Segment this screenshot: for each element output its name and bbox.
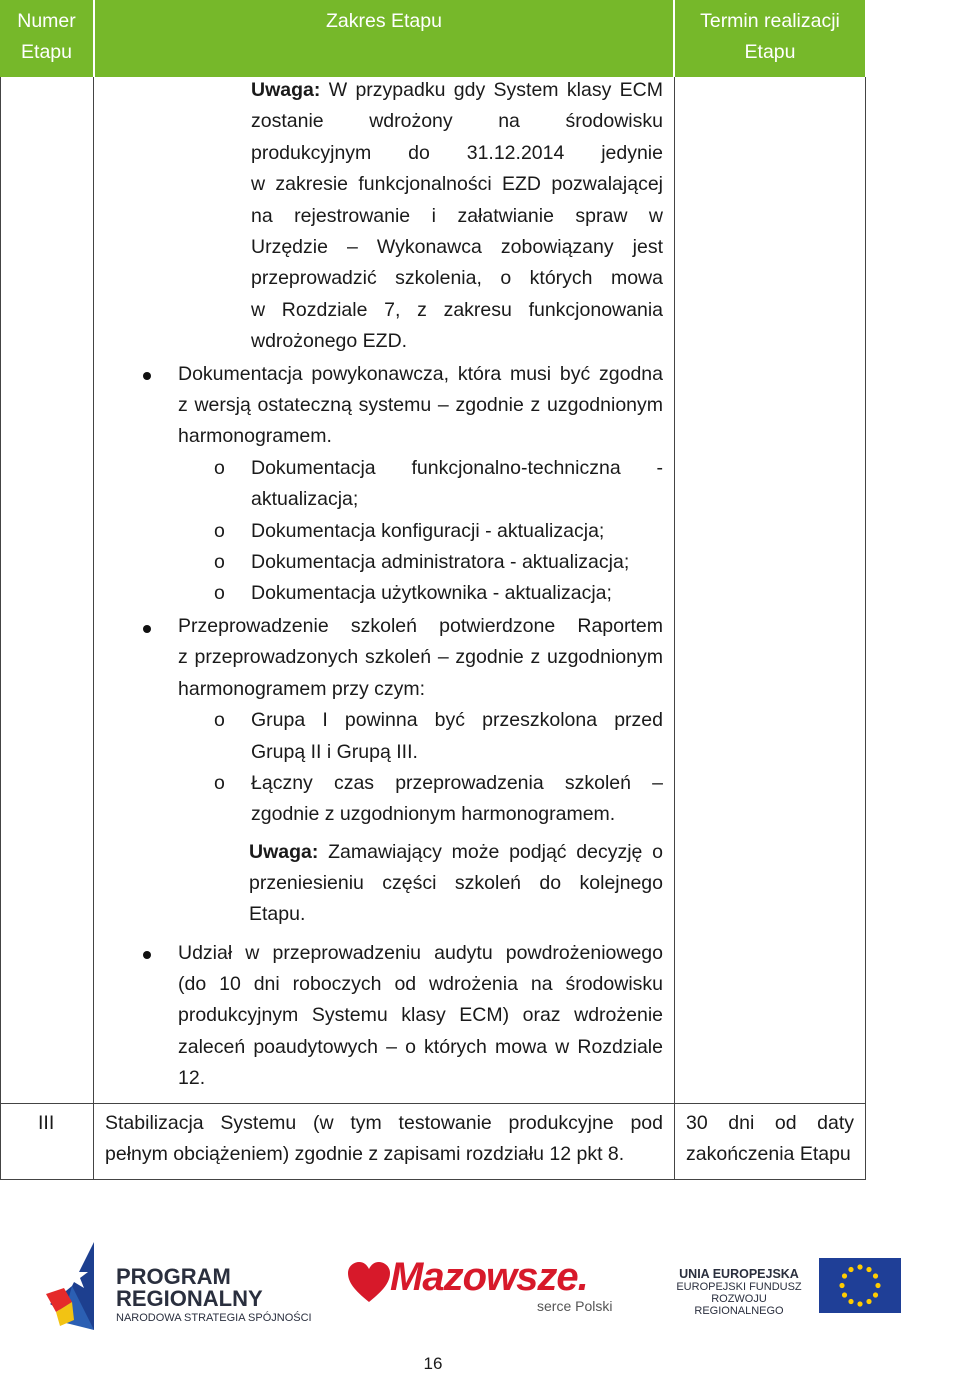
row3-zakres-line-1: Stabilizacja Systemu (w tym testowanie produkcyjne pod (105, 1112, 663, 1134)
uwaga1-line-9: wdrożonego EZD. (251, 330, 408, 352)
row3-numer: III (38, 1112, 55, 1134)
bullet2-line-2: z przeprowadzonych szkoleń – zgodnie z uzgodnionym (178, 646, 663, 668)
bullet1-sub1-line-2: aktualizacja; (251, 488, 359, 510)
uwaga1-line-7: przeprowadzić szkolenia, o których mowa (251, 267, 663, 289)
row3-zakres-line-2: pełnym obciążeniem) zgodnie z zapisami rozdziału 12 pkt 8. (105, 1143, 625, 1165)
program-regionalny-logo (44, 1242, 314, 1334)
program-line-2: REGIONALNY (116, 1286, 263, 1311)
header-numer-label-2: Etapu (21, 41, 72, 63)
uwaga2-line-1 (249, 837, 663, 868)
bullet1-line-1: Dokumentacja powykonawcza, która musi być zgodna (178, 363, 663, 385)
bullet-icon (143, 372, 151, 380)
header-numer (0, 0, 93, 77)
program-line-1: PROGRAM (116, 1264, 231, 1289)
uwaga1-line-2: zostanie wdrożony na środowisku (251, 110, 663, 132)
uwaga1-line-4: w zakresie funkcjonalności EZD pozwalającej (251, 173, 663, 195)
border-col2 (674, 77, 675, 1180)
header-zakres-label: Zakres Etapu (326, 10, 442, 32)
bullet-icon (143, 951, 151, 959)
mazowsze-tagline: serce Polski (537, 1298, 613, 1314)
header-numer-label: Numer (17, 10, 76, 32)
sub-bullet-icon: o (214, 582, 225, 604)
bullet1-line-3: harmonogramem. (178, 425, 332, 447)
bullet1-sub2: Dokumentacja konfiguracji - aktualizacja; (251, 520, 605, 542)
uwaga1-line-6: Urzędzie – Wykonawca zobowiązany jest (251, 236, 663, 258)
bullet3-line-3: produkcyjnym Systemu klasy ECM) oraz wdrożenie (178, 1004, 663, 1026)
uwaga2-text: Zamawiający może podjąć decyzję o (318, 841, 663, 863)
bullet1-line-2: z wersją ostateczną systemu – zgodnie z uzgodnionym (178, 394, 663, 416)
uwaga2-line-3: Etapu. (249, 903, 306, 925)
program-regionalny-emblem-icon (44, 1242, 100, 1332)
sub-bullet-icon: o (214, 457, 225, 479)
uwaga2-label: Uwaga: (249, 841, 319, 863)
bullet1-sub1-line-1: Dokumentacja funkcjonalno-techniczna - (251, 457, 663, 479)
uwaga1-line-3: produkcyjnym do 31.12.2014 jedynie (251, 142, 663, 164)
page-number: 16 (423, 1354, 443, 1373)
bullet2-line-1: Przeprowadzenie szkoleń potwierdzone Raportem (178, 615, 663, 637)
table-bottom-border (0, 1179, 866, 1180)
bullet3-line-4: zaleceń poaudytowych – o których mowa w Rozdziale (178, 1036, 663, 1058)
border-right (865, 77, 866, 1180)
eu-line-2: EUROPEJSKI FUNDUSZ (676, 1281, 802, 1293)
mazowsze-wordmark: Mazowsze. (390, 1255, 588, 1299)
row3-termin-line-2: zakończenia Etapu (686, 1143, 851, 1165)
bullet2-sub2-line-1: Łączny czas przeprowadzenia szkoleń – (251, 772, 663, 794)
sub-bullet-icon: o (214, 772, 225, 794)
uwaga1-line-5: na rejestrowanie i załatwianie spraw w (251, 205, 663, 227)
row-divider (0, 1103, 866, 1104)
mazowsze-logo (346, 1254, 626, 1334)
sub-bullet-icon: o (214, 551, 225, 573)
bullet2-sub1-line-2: Grupą II i Grupą III. (251, 741, 418, 763)
eu-line-1: UNIA EUROPEJSKA (679, 1267, 799, 1281)
header-zakres (95, 0, 673, 77)
uwaga1-line-1 (251, 75, 663, 106)
bullet2-line-3: harmonogramem przy czym: (178, 678, 426, 700)
bullet3-line-1: Udział w przeprowadzeniu audytu powdrożeniowego (178, 942, 663, 964)
bullet3-line-5: 12. (178, 1067, 206, 1089)
bullet2-sub1-line-1: Grupa I powinna być przeszkolona przed (251, 709, 663, 731)
header-termin (675, 0, 865, 77)
eu-flag-icon (819, 1258, 901, 1313)
bullet1-sub4: Dokumentacja użytkownika - aktualizacja; (251, 582, 612, 604)
header-termin-label-2: Etapu (744, 41, 796, 63)
footer-logos (0, 1240, 960, 1340)
uwaga2-line-2: przeniesieniu części szkoleń do kolejnego (249, 872, 663, 894)
header-termin-label: Termin realizacji (700, 10, 840, 32)
uwaga1-label: Uwaga: (251, 79, 321, 101)
program-line-3: NARODOWA STRATEGIA SPÓJNOŚCI (116, 1312, 312, 1324)
row3-termin-line-1: 30 dni od daty (686, 1112, 854, 1134)
heart-icon (346, 1260, 392, 1304)
sub-bullet-icon: o (214, 709, 225, 731)
uwaga1-line-8: w Rozdziale 7, z zakresu funkcjonowania (251, 299, 663, 321)
uwaga1-text: W przypadku gdy System klasy ECM (320, 79, 663, 101)
bullet1-sub3: Dokumentacja administratora - aktualizacja; (251, 551, 630, 573)
bullet-icon (143, 625, 151, 633)
eu-line-3: ROZWOJU REGIONALNEGO (694, 1293, 784, 1317)
bullet2-sub2-line-2: zgodnie z uzgodnionym harmonogramem. (251, 803, 616, 825)
border-left (0, 77, 1, 1180)
sub-bullet-icon: o (214, 520, 225, 542)
eu-logo (666, 1258, 906, 1318)
border-col1 (93, 77, 94, 1180)
bullet3-line-2: (do 10 dni roboczych od wdrożenia na środowisku (178, 973, 663, 995)
